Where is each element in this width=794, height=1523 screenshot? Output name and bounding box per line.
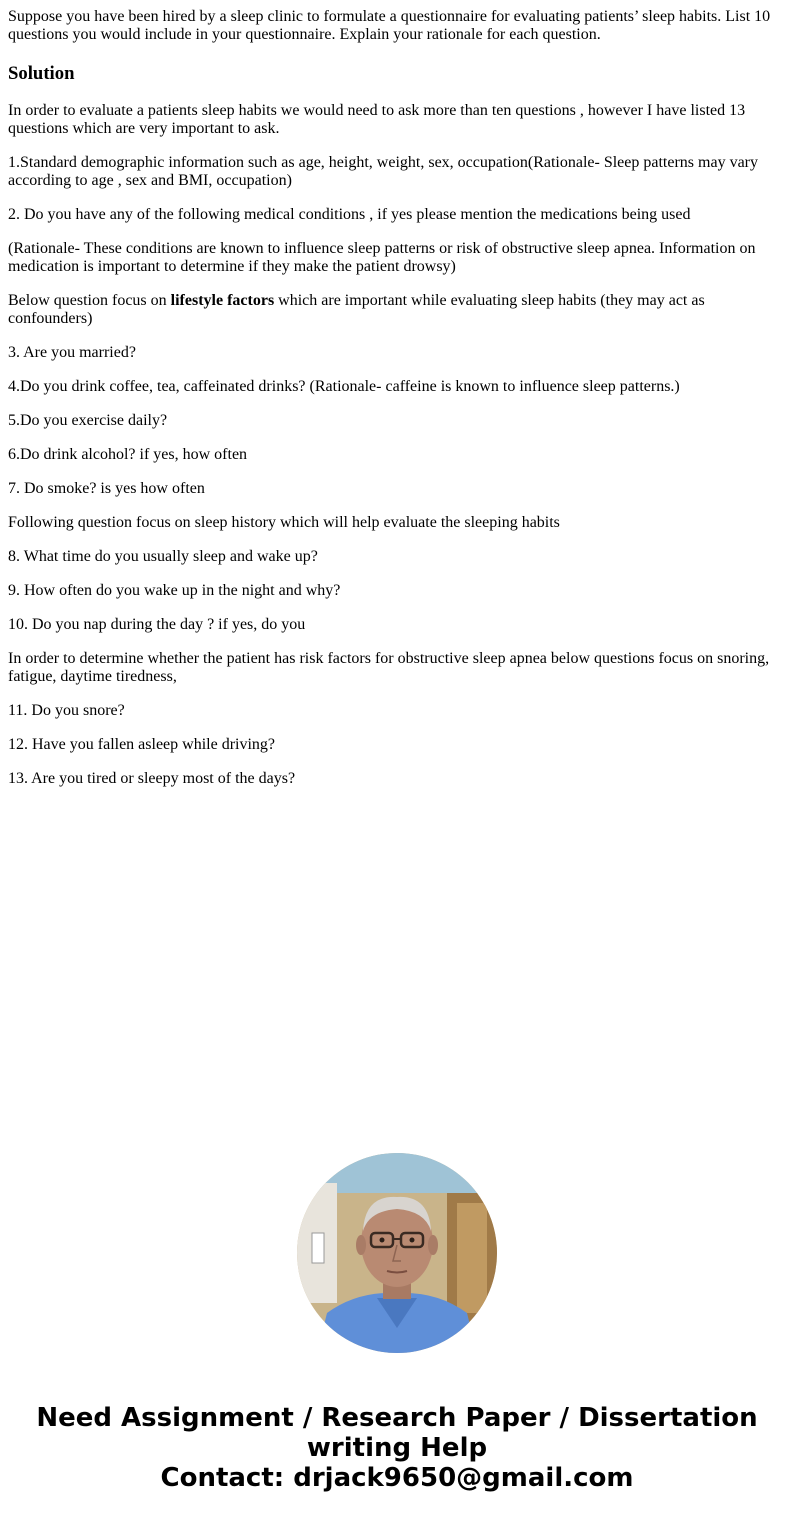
question-item-1: 1.Standard demographic information such as age, height, weight, sex, occupation(Rationale- Sleep patterns may vary according to age , sex and BMI, occupation) — [8, 154, 758, 189]
lifestyle-factors-bold: lifestyle factors — [170, 292, 275, 309]
question-item-12: 12. Have you fallen asleep while driving? — [8, 736, 276, 753]
footer-line-2: writing Help — [306, 1433, 488, 1463]
question-item-11: 11. Do you snore? — [8, 702, 125, 719]
question-item-7: 7. Do smoke? is yes how often — [8, 480, 205, 497]
question-item-2: 2. Do you have any of the following medical conditions , if yes please mention the medications being used — [8, 206, 691, 223]
question-item-6: 6.Do drink alcohol? if yes, how often — [8, 446, 248, 463]
lifestyle-intro-pre: Below question focus on — [8, 292, 171, 309]
question-item-3: 3. Are you married? — [8, 344, 136, 361]
sleep-history-intro: Following question focus on sleep history which will help evaluate the sleeping habits — [8, 514, 560, 531]
footer-line-1: Need Assignment / Research Paper / Dissertation — [36, 1403, 758, 1433]
document-body — [8, 0, 780, 804]
question-item-2-rationale: (Rationale- These conditions are known to influence sleep patterns or risk of obstructive sleep apnea. Information on medication is important to determine if they make the patient drowsy) — [8, 240, 756, 275]
question-item-4: 4.Do you drink coffee, tea, caffeinated drinks? (Rationale- caffeine is known to influence sleep patterns.) — [8, 378, 680, 395]
lifestyle-intro — [8, 292, 780, 328]
solution-intro: In order to evaluate a patients sleep habits we would need to ask more than ten questions , however I have listed 13 questions which are very important to ask. — [8, 102, 746, 137]
question-item-5: 5.Do you exercise daily? — [8, 412, 168, 429]
question-text: Suppose you have been hired by a sleep clinic to formulate a questionnaire for evaluating patients’ sleep habits. List 10 questions you would include in your questionnaire. Explain your rationale for each question. — [8, 8, 771, 43]
footer-contact-line: Contact: drjack9650@gmail.com — [160, 1463, 634, 1493]
question-item-8: 8. What time do you usually sleep and wake up? — [8, 548, 318, 565]
lifestyle-intro-post: which are important while evaluating sleep habits (they may act as confounders) — [8, 292, 705, 327]
author-portrait-image — [297, 1153, 497, 1353]
question-item-10: 10. Do you nap during the day ? if yes, do you — [8, 616, 306, 633]
question-item-9: 9. How often do you wake up in the night and why? — [8, 582, 341, 599]
osa-intro: In order to determine whether the patient has risk factors for obstructive sleep apnea below questions focus on snoring, fatigue, daytime tiredness, — [8, 650, 770, 685]
author-avatar — [297, 1153, 497, 1353]
contact-footer — [0, 1403, 794, 1493]
solution-heading: Solution — [8, 63, 75, 84]
question-item-13: 13. Are you tired or sleepy most of the days? — [8, 770, 296, 787]
